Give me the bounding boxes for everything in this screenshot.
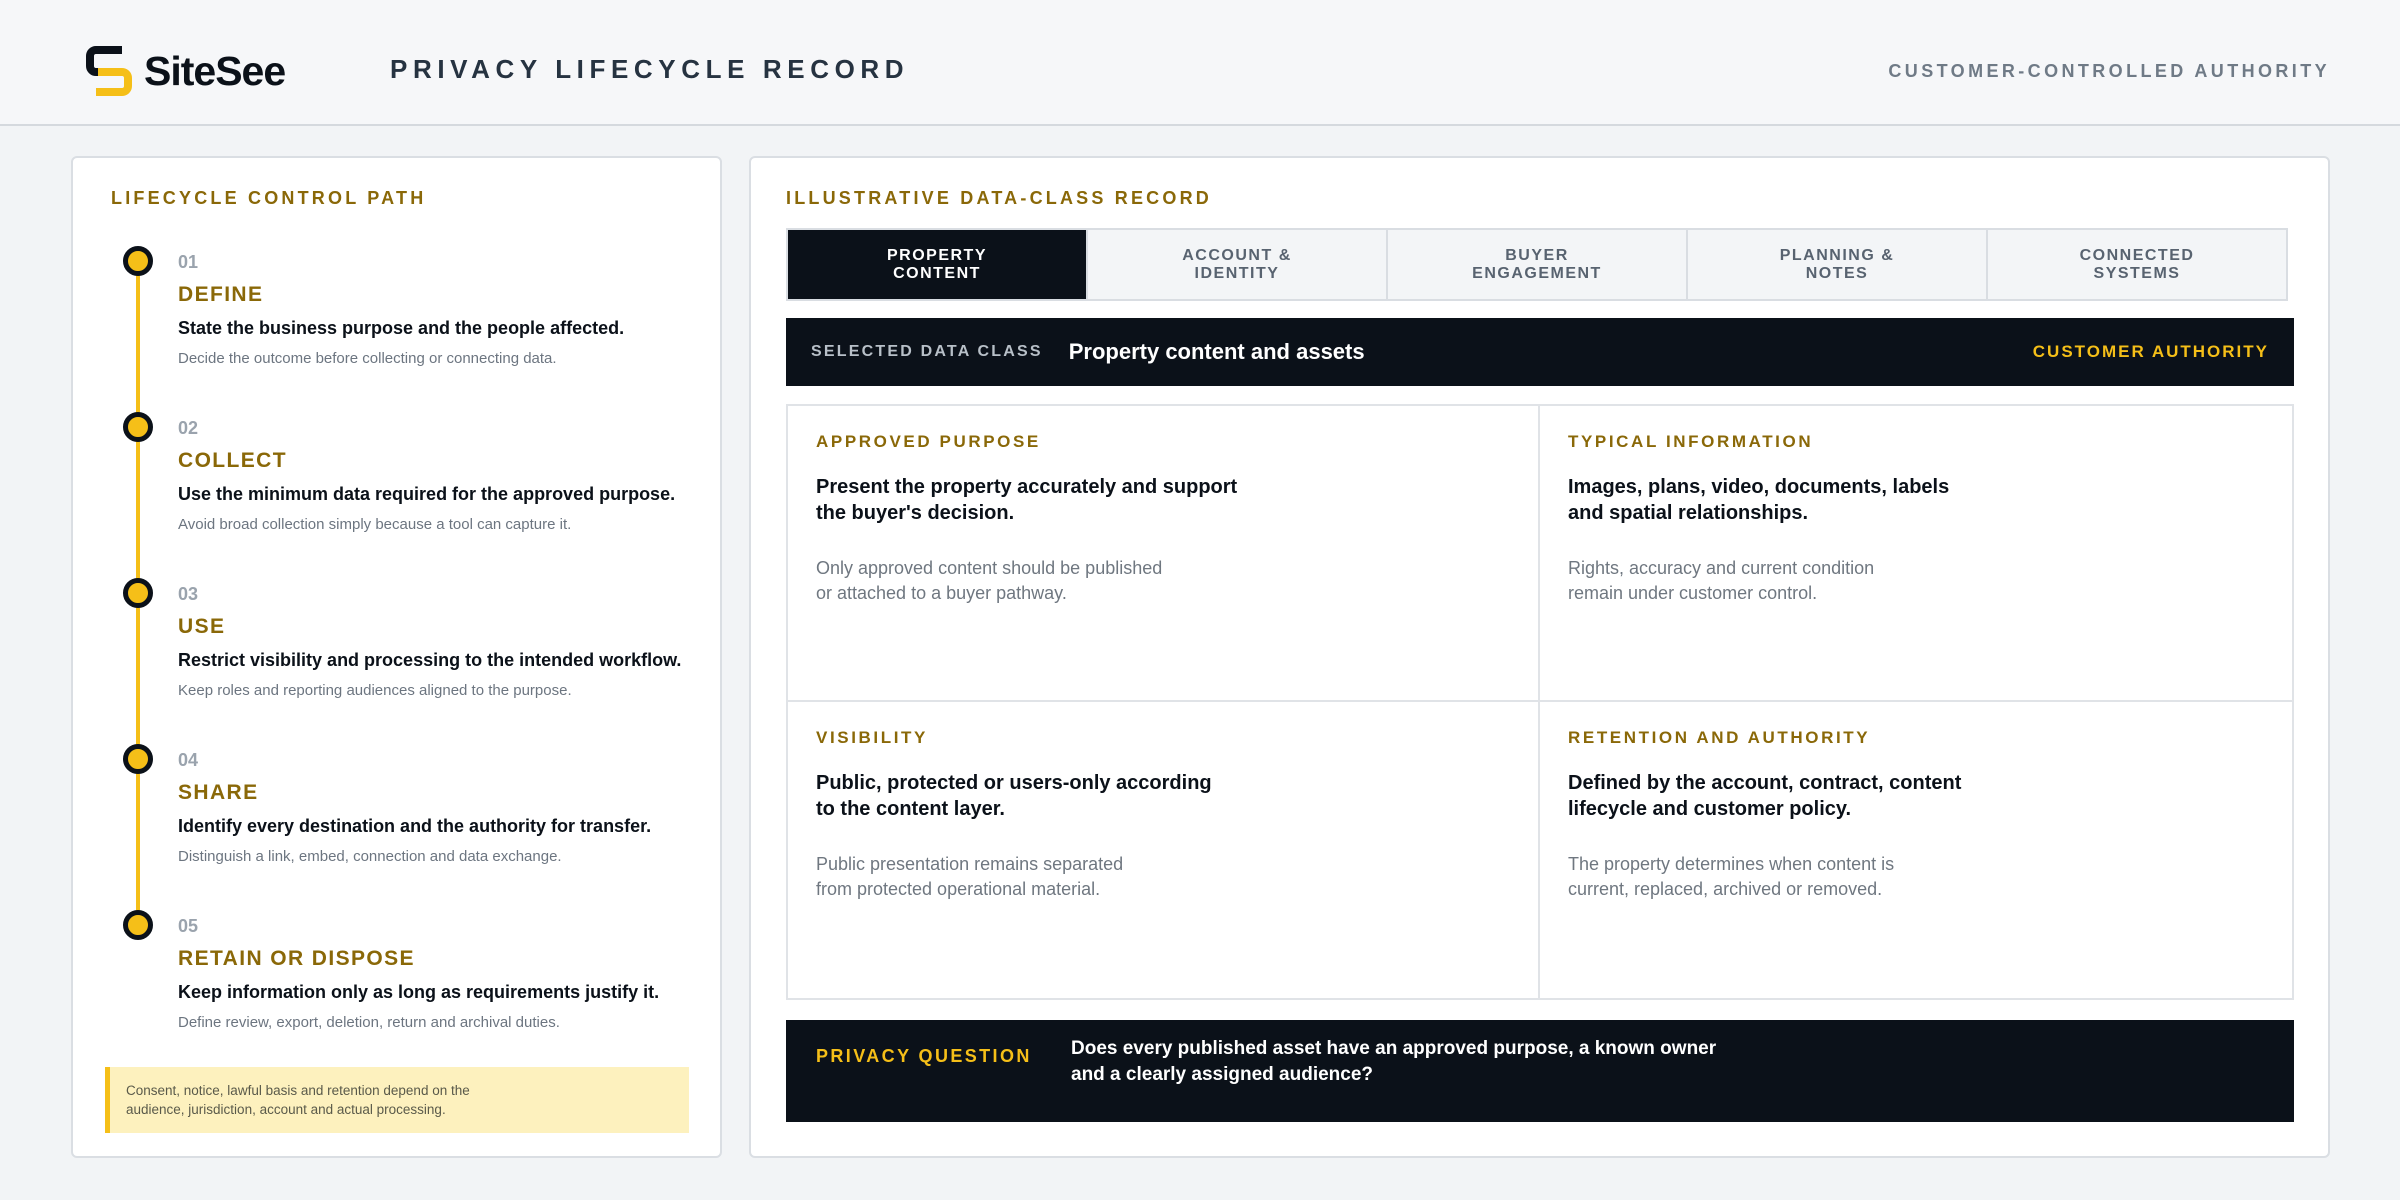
step-description: Restrict visibility and processing to the intended workflow. xyxy=(178,650,682,670)
step-number: 04 xyxy=(178,750,199,770)
step-marker-icon xyxy=(123,578,153,608)
card-statement xyxy=(816,770,1286,822)
lifecycle-panel xyxy=(71,156,722,1158)
step-name: DEFINE xyxy=(178,283,264,306)
privacy-question-bar xyxy=(786,1020,2294,1122)
card-detail-line: from protected operational material. xyxy=(816,879,1101,899)
selected-class-label: SELECTED DATA CLASS xyxy=(811,343,1043,360)
card-title: VISIBILITY xyxy=(816,728,928,747)
card-title: TYPICAL INFORMATION xyxy=(1568,432,1814,451)
sitesee-logo-icon xyxy=(84,42,134,100)
privacy-question-label: PRIVACY QUESTION xyxy=(816,1046,1032,1066)
card-statement xyxy=(816,474,1286,526)
page-title: PRIVACY LIFECYCLE RECORD xyxy=(390,54,910,84)
tab-connected-systems[interactable] xyxy=(1988,230,2286,299)
tab-label-line: IDENTITY xyxy=(1194,264,1280,282)
record-title: ILLUSTRATIVE DATA-CLASS RECORD xyxy=(786,188,1212,208)
step-number: 03 xyxy=(178,584,199,604)
step-marker-icon xyxy=(123,744,153,774)
step-detail: Keep roles and reporting audiences aligned to the purpose. xyxy=(178,682,572,699)
card-statement-line: to the content layer. xyxy=(816,798,1005,820)
card-detail-line: remain under customer control. xyxy=(1568,583,1818,603)
card-detail-line: or attached to a buyer pathway. xyxy=(816,583,1067,603)
note-line: Consent, notice, lawful basis and retention depend on the xyxy=(126,1083,470,1098)
authority-label: CUSTOMER-CONTROLLED AUTHORITY xyxy=(1888,61,2330,81)
card-detail xyxy=(816,556,1216,606)
tab-label-line: ENGAGEMENT xyxy=(1472,264,1602,282)
step-detail: Decide the outcome before collecting or connecting data. xyxy=(178,350,557,367)
step-name: USE xyxy=(178,615,226,638)
note-line: audience, jurisdiction, account and actual processing. xyxy=(126,1102,446,1117)
card-detail xyxy=(1568,556,1968,606)
tab-label-line: BUYER xyxy=(1505,246,1569,264)
privacy-question-text xyxy=(1071,1036,1771,1088)
step-name: SHARE xyxy=(178,781,259,804)
card-detail-line: current, replaced, archived or removed. xyxy=(1568,879,1883,899)
brand-logo[interactable] xyxy=(84,42,285,100)
tab-label-line: PLANNING & xyxy=(1779,246,1895,264)
step-detail: Distinguish a link, embed, connection and data exchange. xyxy=(178,848,562,865)
step-detail: Avoid broad collection simply because a tool can capture it. xyxy=(178,516,572,533)
record-details-grid xyxy=(786,404,2294,1000)
step-description: Keep information only as long as requirements justify it. xyxy=(178,982,660,1002)
tab-label-line: SYSTEMS xyxy=(2093,264,2181,282)
tab-label-line: PROPERTY xyxy=(886,246,987,264)
brand-name: SiteSee xyxy=(144,47,286,94)
step-description: Use the minimum data required for the approved purpose. xyxy=(178,484,676,504)
card-detail-line: Rights, accuracy and current condition xyxy=(1568,558,1875,578)
card-detail xyxy=(1568,852,1968,902)
step-number: 05 xyxy=(178,916,199,936)
card-detail-line: Public presentation remains separated xyxy=(816,854,1124,874)
typical-information-card xyxy=(1540,406,2292,702)
step-name: RETAIN OR DISPOSE xyxy=(178,947,415,970)
card-title: RETENTION AND AUTHORITY xyxy=(1568,728,1871,747)
card-statement-line: the buyer's decision. xyxy=(816,502,1015,524)
card-statement xyxy=(1568,770,2038,822)
selected-data-class-bar xyxy=(786,318,2294,386)
tab-label-line: NOTES xyxy=(1805,264,1869,282)
card-statement-line: Present the property accurately and support xyxy=(816,476,1238,498)
step-marker-icon xyxy=(123,412,153,442)
tab-property-content[interactable] xyxy=(788,230,1088,299)
card-detail xyxy=(816,852,1216,902)
card-title: APPROVED PURPOSE xyxy=(816,432,1041,451)
card-statement-line: Public, protected or users-only according xyxy=(816,772,1212,794)
step-number: 01 xyxy=(178,252,199,272)
retention-authority-card xyxy=(1540,702,2292,998)
app-header xyxy=(0,0,2400,126)
visibility-card xyxy=(788,702,1540,998)
step-marker-icon xyxy=(123,910,153,940)
card-statement-line: and spatial relationships. xyxy=(1568,502,1809,524)
tab-label-line: ACCOUNT & xyxy=(1182,246,1292,264)
step-name: COLLECT xyxy=(178,449,287,472)
selected-class-value: Property content and assets xyxy=(1068,339,1365,364)
record-panel xyxy=(749,156,2330,1158)
tab-planning-notes[interactable] xyxy=(1688,230,1988,299)
card-statement xyxy=(1568,474,2038,526)
question-line: and a clearly assigned audience? xyxy=(1071,1064,1374,1085)
step-detail: Define review, export, deletion, return and archival duties. xyxy=(178,1014,560,1031)
question-line: Does every published asset have an approved purpose, a known owner xyxy=(1071,1038,1717,1059)
card-detail-line: The property determines when content is xyxy=(1568,854,1895,874)
step-description: State the business purpose and the people affected. xyxy=(178,318,625,338)
authority-badge: CUSTOMER AUTHORITY xyxy=(2032,342,2269,361)
step-marker-icon xyxy=(123,246,153,276)
step-description: Identify every destination and the authority for transfer. xyxy=(178,816,652,836)
card-statement-line: Images, plans, video, documents, labels xyxy=(1568,476,1950,498)
card-statement-line: lifecycle and customer policy. xyxy=(1568,798,1852,820)
lifecycle-title: LIFECYCLE CONTROL PATH xyxy=(111,188,427,208)
compliance-note xyxy=(105,1067,689,1133)
data-class-tabs xyxy=(786,228,2288,301)
tab-label-line: CONTENT xyxy=(893,264,981,282)
card-detail-line: Only approved content should be published xyxy=(816,558,1163,578)
tab-label-line: CONNECTED xyxy=(2079,246,2195,264)
step-number: 02 xyxy=(178,418,199,438)
tab-account-identity[interactable] xyxy=(1088,230,1388,299)
tab-buyer-engagement[interactable] xyxy=(1388,230,1688,299)
approved-purpose-card xyxy=(788,406,1540,702)
card-statement-line: Defined by the account, contract, content xyxy=(1568,772,1962,794)
